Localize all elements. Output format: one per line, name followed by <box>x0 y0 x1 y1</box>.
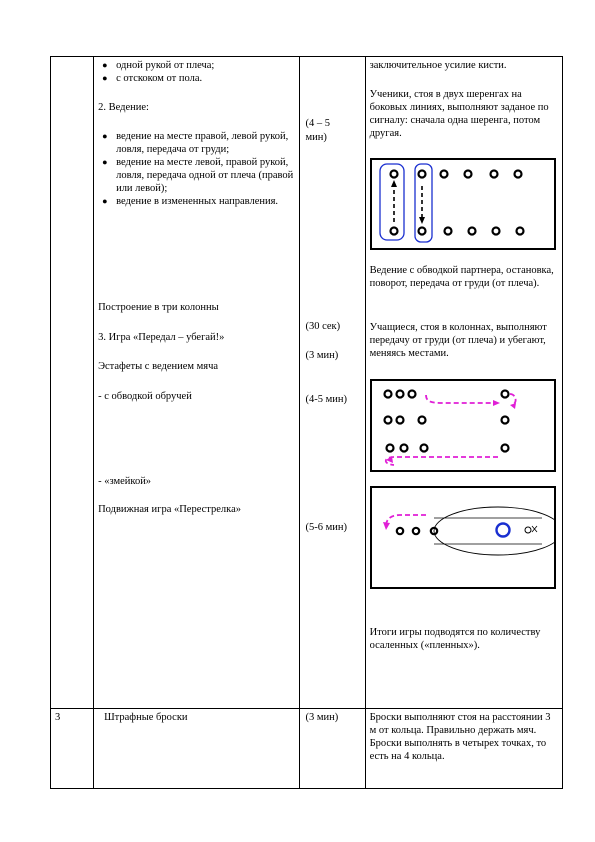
cell-time <box>300 57 365 709</box>
two-ranks-diagram <box>370 158 556 250</box>
list-item: ● ведение в измененных направления. <box>102 196 279 207</box>
game-title: 3. Игра «Передал – убегай!» <box>98 332 225 343</box>
ranks-description: Ученики, стоя в двух шеренгах на боковых линиях, выполняют заданое по сигналу: сначала одна шеренга, потом другая. <box>369 89 549 139</box>
heading-dribbling: 2. Ведение: <box>98 102 149 113</box>
results-text: Итоги игры подводятся по количеству осаленных («пленных»). <box>369 627 541 651</box>
final-effort-text: заключительное усилие кисти. <box>369 60 507 71</box>
list-item: ● одной рукой от плеча; <box>102 60 215 71</box>
snake-relay-text: - «змейкой» <box>98 476 152 487</box>
cell-time <box>300 709 365 789</box>
time-label: (3 мин) <box>305 712 339 723</box>
time-label: (3 мин) <box>305 350 339 361</box>
free-throws-description: Броски выполняют стоя на расстоянии 3 м от кольца. Правильно держать мяч. Броски выполнять в четырех точках, то есть на 4 кольца. <box>369 712 551 762</box>
columns-description: Учащиеся, стоя в колоннах, выполняют передачу от груди (от плеча) и убегают, меняясь местами. <box>369 322 547 359</box>
cell-number <box>51 709 94 789</box>
time-label: (5-6 мин) <box>305 522 347 533</box>
table-row-continued <box>51 57 563 709</box>
list-item: ● ведение на месте правой, левой рукой, ловля, передача от груди; <box>102 131 289 155</box>
formation-text: Построение в три колонны <box>98 302 219 313</box>
time-label: (30 сек) <box>305 321 341 332</box>
cell-number-empty <box>51 57 94 709</box>
dribble-partner-text: Ведение с обводкой партнера, остановка, поворот, передача от груди (от плеча). <box>369 265 554 289</box>
time-label: мин) <box>305 132 327 143</box>
relays-text: Эстафеты с ведением мяча <box>98 361 219 372</box>
shootout-game-diagram <box>370 486 556 589</box>
table-row <box>51 709 563 789</box>
list-item: ● с отскоком от пола. <box>102 73 203 84</box>
cell-description <box>365 57 562 709</box>
lesson-plan-table <box>50 56 563 789</box>
relay-columns-diagram-svg <box>372 381 554 470</box>
exercise-title: Штрафные броски <box>104 712 188 723</box>
shootout-game-diagram-svg <box>372 488 554 587</box>
cell-exercises <box>94 57 300 709</box>
bullet-list-dribbling <box>102 130 296 208</box>
cell-exercise <box>94 709 300 789</box>
time-label: (4-5 мин) <box>305 394 347 405</box>
bullet-list-passes <box>102 59 296 85</box>
hoop-relay-text: - с обводкой обручей <box>98 391 192 402</box>
two-ranks-diagram-svg <box>372 160 554 248</box>
row-number: 3 <box>55 712 61 723</box>
relay-columns-diagram <box>370 379 556 472</box>
mobile-game-title: Подвижная игра «Перестрелка» <box>98 504 242 515</box>
cell-description <box>365 709 562 789</box>
list-item: ● ведение на месте левой, правой рукой, ловля, передача одной от плеча (правой или левой); <box>102 157 294 194</box>
time-label: (4 – 5 <box>305 118 330 129</box>
